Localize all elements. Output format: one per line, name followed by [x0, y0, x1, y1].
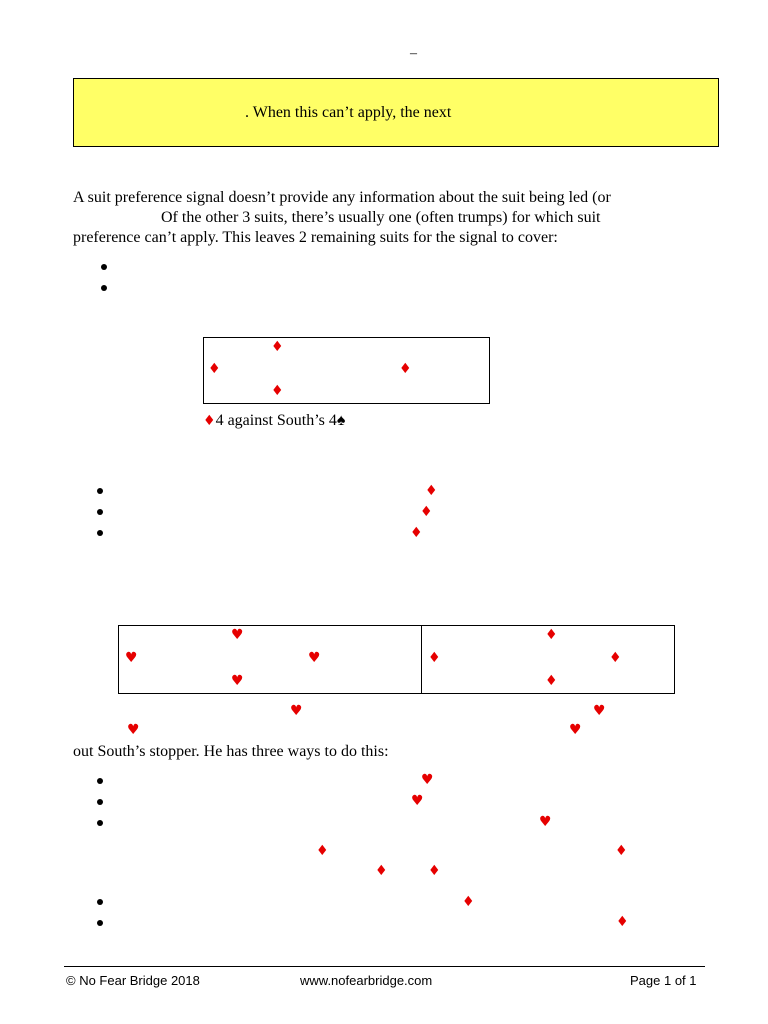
lead-caption: [203, 412, 345, 430]
lead-caption-text: 4 against South’s 4♠: [215, 412, 346, 429]
diamond-icon: ♦: [425, 483, 438, 499]
diamond-icon: ♦: [428, 650, 441, 666]
bullet: [97, 799, 103, 805]
bullet: [97, 530, 103, 536]
paragraph-line-4: out South’s stopper. He has three ways to do this:: [73, 743, 389, 760]
bullet: [101, 264, 107, 270]
callout-text: . When this can’t apply, the next: [245, 104, 452, 121]
footer-page-number: Page 1 of 1: [630, 973, 697, 988]
paragraph-line-3: preference can’t apply. This leaves 2 remaining suits for the signal to cover:: [73, 229, 558, 246]
heart-icon: ♥: [539, 814, 552, 830]
heart-icon: ♥: [290, 703, 303, 719]
bullet: [97, 899, 103, 905]
footer-website: www.nofearbridge.com: [300, 973, 433, 988]
diamond-icon: ♦: [420, 504, 433, 520]
diamond-icon: ♦: [271, 383, 284, 399]
diamond-icon: ♦: [399, 361, 412, 377]
diamond-icon: ♦: [609, 650, 622, 666]
heart-icon: ♥: [593, 703, 606, 719]
heart-icon: ♥: [127, 722, 140, 738]
diamond-icon: ♦: [545, 627, 558, 643]
hand-diagram-box-2: [118, 625, 422, 694]
diamond-icon: ♦: [615, 843, 628, 859]
diamond-icon: ♦: [462, 894, 475, 910]
bullet: [97, 820, 103, 826]
diamond-icon: ♦: [410, 525, 423, 541]
heart-icon: ♥: [231, 627, 244, 643]
diamond-icon: ♦: [203, 413, 216, 429]
bullet: [101, 285, 107, 291]
top-dash: –: [410, 46, 417, 61]
diamond-icon: ♦: [616, 914, 629, 930]
heart-icon: ♥: [411, 793, 424, 809]
diamond-icon: ♦: [271, 339, 284, 355]
diamond-icon: ♦: [428, 863, 441, 879]
paragraph-line-1: A suit preference signal doesn’t provide any information about the suit being led (or: [73, 189, 611, 206]
diamond-icon: ♦: [208, 361, 221, 377]
footer-divider: [64, 966, 705, 967]
paragraph-line-2: Of the other 3 suits, there’s usually one (often trumps) for which suit: [161, 209, 601, 226]
hand-diagram-box-1: [203, 337, 490, 404]
diamond-icon: ♦: [545, 673, 558, 689]
diamond-icon: ♦: [375, 863, 388, 879]
diamond-icon: ♦: [316, 843, 329, 859]
heart-icon: ♥: [421, 772, 434, 788]
heart-icon: ♥: [231, 673, 244, 689]
footer-copyright: © No Fear Bridge 2018: [66, 973, 200, 988]
heart-icon: ♥: [125, 650, 138, 666]
heart-icon: ♥: [308, 650, 321, 666]
bullet: [97, 920, 103, 926]
bullet: [97, 509, 103, 515]
highlight-callout-box: [73, 78, 719, 147]
bullet: [97, 778, 103, 784]
bullet: [97, 488, 103, 494]
heart-icon: ♥: [569, 722, 582, 738]
